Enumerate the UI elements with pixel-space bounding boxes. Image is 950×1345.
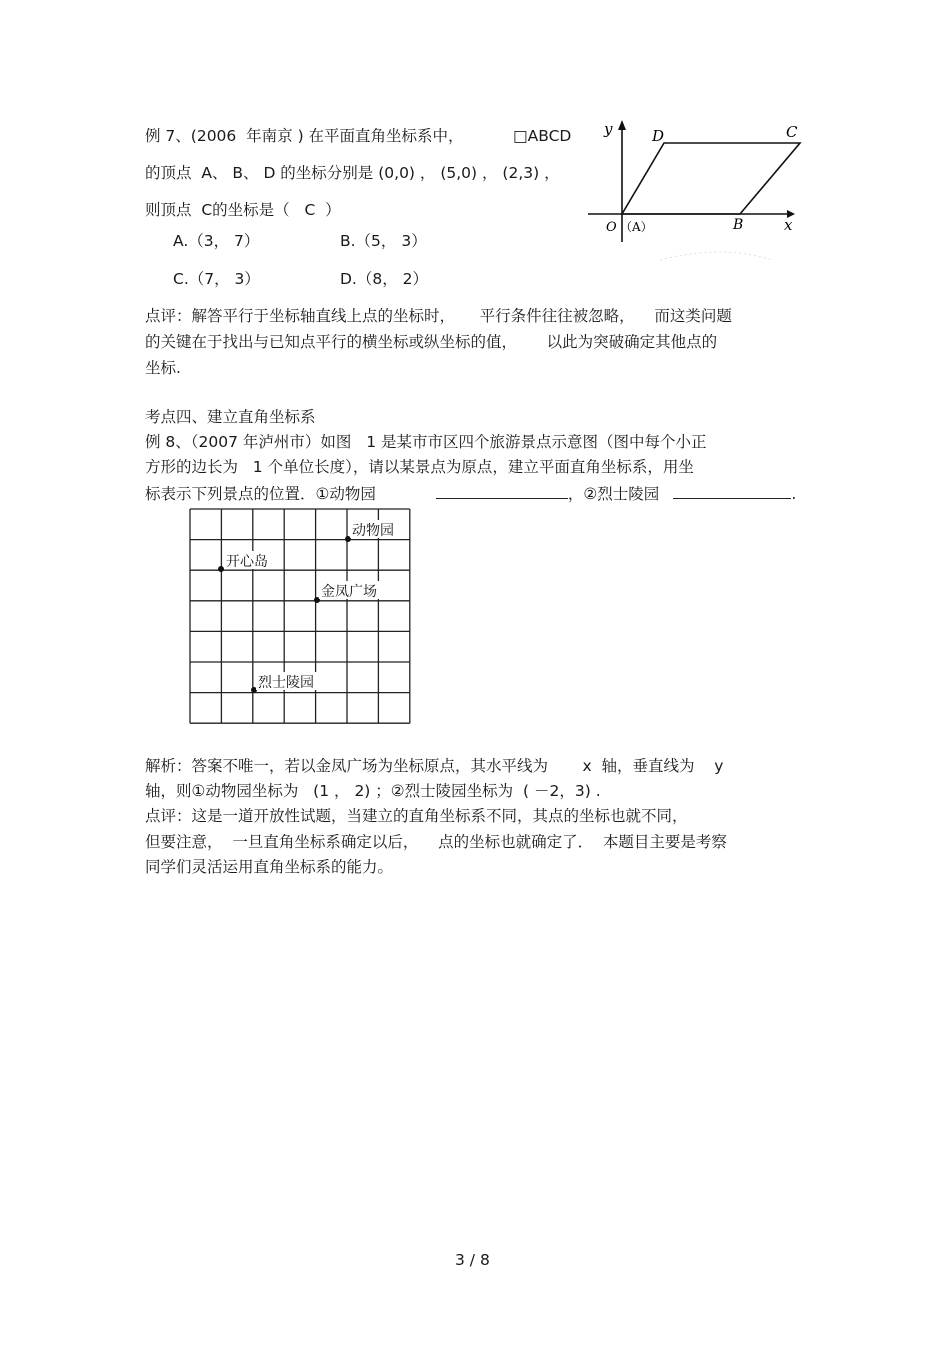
cemetery-answer-blank[interactable] [673,482,791,499]
example8-line1: 例 8、（2007 年泸州市）如图 1 是某市市区四个旅游景点示意图（图中每个小正 [145,433,707,451]
option-c: C.（7， 3） [173,270,260,288]
vertex-c-label: C [786,123,798,141]
parallelogram-label: □ABCD [513,127,572,145]
comment8-line2: 但要注意， 一旦直角坐标系确定以后， 点的坐标也就确定了． 本题目主要是考察 [145,833,727,851]
example7-intro: 例 7、(2006 年南京 ) 在平面直角坐标系中， [145,127,464,145]
option-d: D.（8， 2） [340,270,429,288]
comment7-line2: 的关键在于找出与已知点平行的横坐标或纵坐标的值， 以此为突破确定其他点的 [145,333,718,351]
cemetery-label: 烈士陵园 [258,675,314,691]
comment8-line3: 同学们灵活运用直角坐标系的能力。 [145,858,394,876]
parallelogram-abcd [622,143,800,214]
comment8-line1: 点评：这是一道开放性试题，当建立的直角坐标系不同，其点的坐标也就不同， [145,807,688,825]
parallelogram-figure [582,112,810,267]
solution-line2: 轴，则①动物园坐标为 (1 ， 2) ；②烈士陵园坐标为 ( －2，3) . [145,782,601,800]
example8-line3-end: . [791,485,797,503]
comment7-line3: 坐标. [145,359,181,377]
example8-line2: 方形的边长为 1 个单位长度），请以某景点为原点，建立平面直角坐标系，用坐 [145,458,694,476]
section-title: 考点四、建立直角坐标系 [145,408,316,426]
happy-island-label: 开心岛 [226,554,268,570]
y-axis-label: y [604,120,613,138]
vertex-d-label: D [652,127,665,145]
square-label: 金凤广场 [321,584,377,600]
page-number: 3 / 8 [455,1251,490,1269]
example7-line3: 则顶点 C的坐标是（ C ） [145,201,341,219]
x-axis-label: x [784,216,793,234]
scan-artifact [660,252,772,260]
zoo-label: 动物园 [352,523,394,539]
comment7-line1: 点评：解答平行于坐标轴直线上点的坐标时， 平行条件往往被忽略， 而这类问题 [145,307,732,325]
example8-line3-text: 标表示下列景点的位置．①动物园 [145,485,376,503]
example7-line2: 的顶点 A、 B、 D 的坐标分别是 (0,0) ， (5,0) ， (2,3) ， [145,164,560,182]
example8-line3 [145,482,796,504]
tourist-map-figure [184,505,416,727]
option-b: B.（5， 3） [340,232,427,250]
vertex-b-label: B [733,217,744,233]
origin-label: O [606,220,617,235]
happy-island-point [218,566,224,572]
example7-line1 [145,126,464,146]
zoo-answer-blank[interactable] [436,482,568,499]
vertex-a-label: （A） [620,220,653,234]
option-a: A.（3， 7） [173,232,260,250]
map-grid [190,509,410,723]
y-axis-arrow [618,120,626,130]
solution-line1: 解析：答案不唯一，若以金凤广场为坐标原点，其水平线为 x 轴，垂直线为 y [145,757,724,775]
example8-line3-cemetery: ，②烈士陵园 [567,485,660,503]
